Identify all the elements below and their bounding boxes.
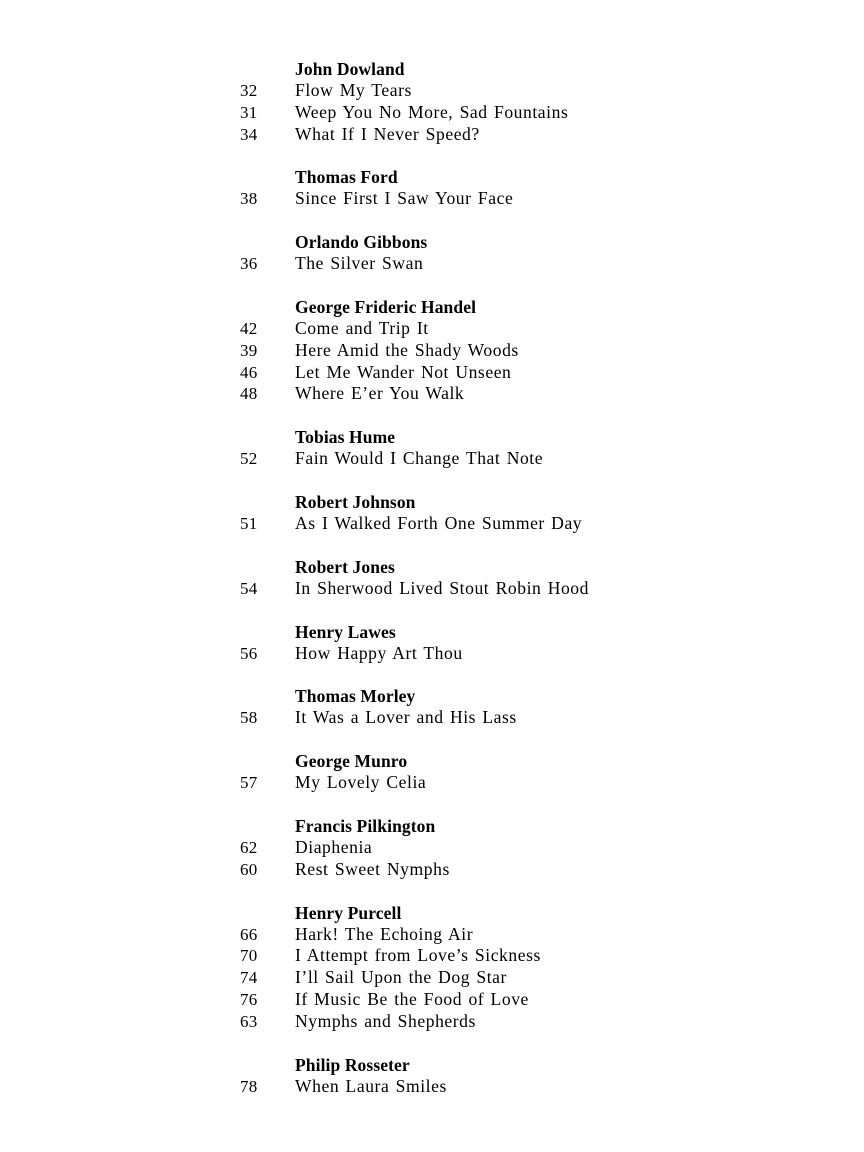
composer-section (240, 296, 800, 405)
toc-entry-title: Here Amid the Shady Woods (295, 339, 519, 360)
composer-heading: Philip Rosseter (295, 1054, 410, 1075)
toc-entry-page-number: 62 (240, 837, 258, 857)
composer-section (240, 1054, 800, 1098)
toc-entry[interactable] (240, 383, 800, 405)
toc-entry[interactable] (240, 945, 800, 967)
toc-entry-title: As I Walked Forth One Summer Day (295, 512, 583, 533)
toc-entry[interactable] (240, 362, 800, 384)
toc-entry-page-number: 48 (240, 384, 258, 404)
toc-entry[interactable] (240, 102, 800, 124)
composer-section (240, 750, 800, 794)
toc-entry-title: In Sherwood Lived Stout Robin Hood (295, 577, 589, 598)
composer-heading: Thomas Ford (295, 167, 398, 188)
toc-entry-page-number: 78 (240, 1076, 258, 1096)
toc-entry-title: I’ll Sail Upon the Dog Star (295, 967, 507, 988)
toc-entry-page-number: 56 (240, 643, 258, 663)
composer-section (240, 426, 800, 470)
toc-entry-title: What If I Never Speed? (295, 123, 480, 144)
toc-entry[interactable] (240, 924, 800, 946)
composer-heading: Robert Johnson (295, 491, 416, 512)
composer-section (240, 166, 800, 210)
toc-entry-title: Fain Would I Change That Note (295, 448, 544, 469)
composer-heading: Thomas Morley (295, 686, 416, 707)
toc-entry-page-number: 74 (240, 968, 258, 988)
toc-entry-title: Where E’er You Walk (295, 383, 465, 404)
toc-entry-page-number: 70 (240, 946, 258, 966)
toc-entry[interactable] (240, 837, 800, 859)
toc-entry-title: Let Me Wander Not Unseen (295, 361, 512, 382)
composer-heading: George Munro (295, 751, 408, 772)
toc-entry-title: Weep You No More, Sad Fountains (295, 101, 569, 122)
toc-entry-page-number: 54 (240, 578, 258, 598)
toc-entry[interactable] (240, 1076, 800, 1098)
toc-entry[interactable] (240, 448, 800, 470)
table-of-contents (240, 58, 800, 1097)
toc-entry-page-number: 31 (240, 102, 258, 122)
toc-entry-page-number: 34 (240, 124, 258, 144)
composer-section (240, 815, 800, 881)
toc-entry-title: The Silver Swan (295, 253, 424, 274)
toc-entry-title: When Laura Smiles (295, 1075, 447, 1096)
composer-section (240, 58, 800, 145)
toc-entry[interactable] (240, 318, 800, 340)
toc-entry-page-number: 46 (240, 362, 258, 382)
toc-entry[interactable] (240, 967, 800, 989)
composer-section (240, 556, 800, 600)
toc-entry-page-number: 39 (240, 340, 258, 360)
toc-entry[interactable] (240, 124, 800, 146)
toc-entry-title: I Attempt from Love’s Sickness (295, 945, 541, 966)
toc-entry-page-number: 66 (240, 924, 258, 944)
toc-entry-page-number: 52 (240, 449, 258, 469)
composer-section (240, 621, 800, 665)
toc-entry-title: Come and Trip It (295, 317, 429, 338)
toc-entry[interactable] (240, 643, 800, 665)
composer-heading: George Frideric Handel (295, 296, 477, 317)
composer-section (240, 491, 800, 535)
toc-entry-title: Rest Sweet Nymphs (295, 858, 450, 879)
toc-entry-title: How Happy Art Thou (295, 642, 463, 663)
toc-entry-page-number: 76 (240, 989, 258, 1009)
toc-entry-page-number: 57 (240, 773, 258, 793)
toc-entry-page-number: 36 (240, 254, 258, 274)
toc-entry-title: It Was a Lover and His Lass (295, 707, 517, 728)
toc-entry-title: Nymphs and Shepherds (295, 1010, 476, 1031)
composer-section (240, 231, 800, 275)
toc-entry-page-number: 42 (240, 318, 258, 338)
composer-heading: Henry Purcell (295, 902, 402, 923)
composer-heading: Tobias Hume (295, 427, 396, 448)
toc-entry[interactable] (240, 772, 800, 794)
toc-entry[interactable] (240, 80, 800, 102)
toc-entry[interactable] (240, 340, 800, 362)
toc-entry[interactable] (240, 513, 800, 535)
composer-section (240, 685, 800, 729)
toc-entry-page-number: 60 (240, 859, 258, 879)
toc-entry-page-number: 38 (240, 189, 258, 209)
toc-entry[interactable] (240, 1011, 800, 1033)
toc-entry-title: My Lovely Celia (295, 772, 427, 793)
toc-entry-title: Hark! The Echoing Air (295, 923, 474, 944)
toc-entry[interactable] (240, 578, 800, 600)
composer-heading: Robert Jones (295, 556, 395, 577)
toc-entry-page-number: 32 (240, 81, 258, 100)
toc-entry-title: Since First I Saw Your Face (295, 188, 514, 209)
toc-entry-title: If Music Be the Food of Love (295, 988, 529, 1009)
composer-heading: Francis Pilkington (295, 815, 436, 836)
toc-entry[interactable] (240, 989, 800, 1011)
toc-entry-page-number: 63 (240, 1011, 258, 1031)
composer-heading: John Dowland (295, 59, 405, 79)
toc-entry-page-number: 58 (240, 708, 258, 728)
toc-entry-title: Diaphenia (295, 836, 373, 857)
composer-section (240, 902, 800, 1033)
toc-entry[interactable] (240, 253, 800, 275)
toc-entry-page-number: 51 (240, 513, 258, 533)
composer-heading: Orlando Gibbons (295, 232, 428, 253)
toc-entry[interactable] (240, 707, 800, 729)
toc-entry[interactable] (240, 188, 800, 210)
toc-entry[interactable] (240, 859, 800, 881)
composer-heading: Henry Lawes (295, 621, 396, 642)
toc-entry-title: Flow My Tears (295, 80, 412, 100)
